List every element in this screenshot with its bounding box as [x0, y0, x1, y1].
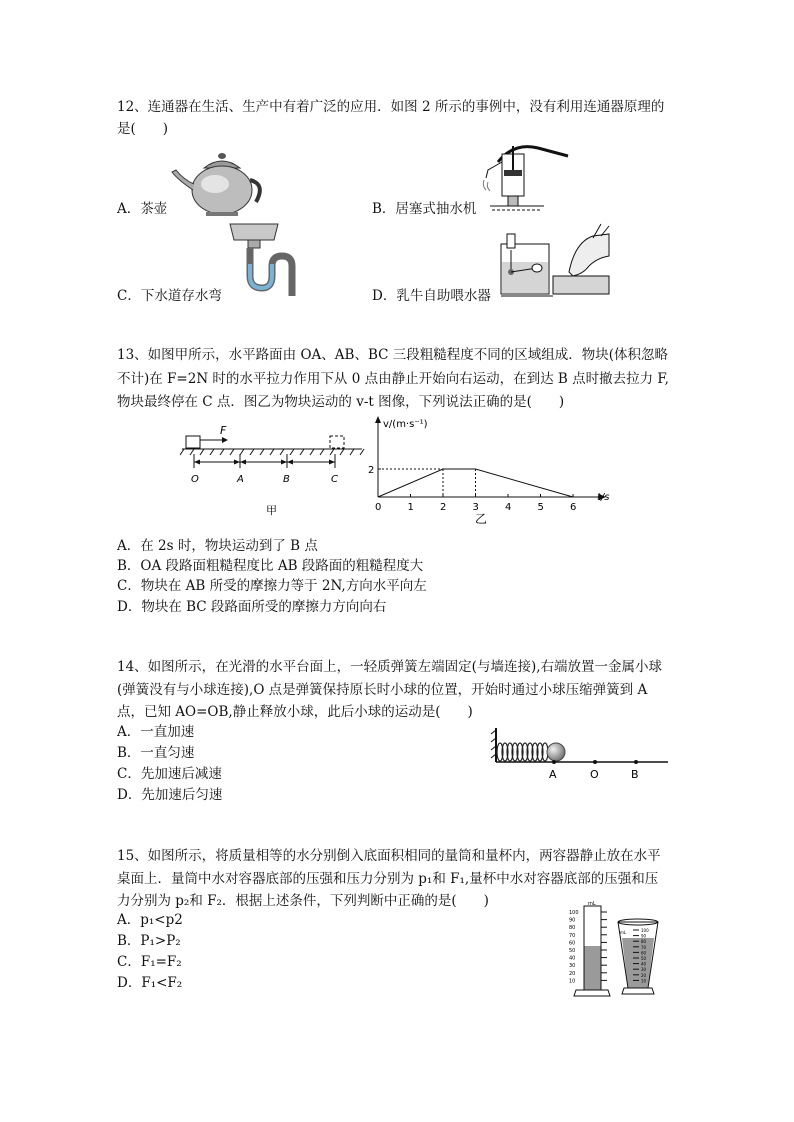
q12-option-a-letter: A． [117, 201, 141, 217]
q15-option-a-text: p₁<p2 [140, 912, 183, 928]
cylinder-tick-label-60: 60 [569, 940, 576, 947]
q15-option-c-text: F₁=F₂ [140, 954, 182, 970]
q12-option-d-text: 乳牛自助喂水器 [396, 288, 491, 304]
q12-stem-line-2: 是( ) [117, 121, 169, 137]
q12-option-c-letter: C． [117, 288, 141, 304]
x-tick-label-6: 6 [570, 502, 577, 513]
x-tick-label-1: 1 [407, 502, 414, 513]
q14-option-a-letter: A． [117, 724, 141, 740]
spring [497, 743, 548, 761]
q14-stem-line-3: 点，已知 AO=OB,静止释放小球，此后小球的运动是( ) [117, 704, 473, 720]
q15-option-b-text: P₁>P₂ [140, 933, 181, 949]
q12-option-a [117, 199, 167, 219]
cup-tick-label-40: 40 [641, 961, 647, 967]
q15-option-d-text: F₁<F₂ [141, 975, 183, 991]
q14-option-b-letter: B． [117, 745, 141, 761]
q14-option-c-letter: C． [117, 766, 141, 782]
point-a: A [237, 474, 244, 485]
q14-option-a-text: 一直加速 [140, 724, 195, 740]
cup-tick-label-10: 10 [641, 978, 647, 984]
q14-option-b [117, 743, 194, 763]
q12-option-d [372, 286, 491, 306]
cylinder-tick-label-100: 100 [569, 910, 579, 916]
q13-stem-line-1: 13、如图甲所示，水平路面由 OA、AB、BC 三段粗糙程度不同的区域组成．物块(体积忽略 [117, 347, 669, 363]
q15-option-d [117, 973, 182, 993]
road-figure [178, 420, 368, 520]
q15-option-c-letter: C． [117, 954, 141, 970]
q13-option-c-text: 物块在 AB 所受的摩擦力等于 2N,方向水平向左 [140, 578, 427, 594]
cup-tick-label-60: 60 [641, 950, 647, 956]
x-tick-label-4: 4 [505, 502, 512, 513]
x-axis-label: t/s [597, 492, 610, 503]
spring-figure [490, 720, 670, 782]
teapot-figure [170, 150, 270, 220]
x-tick-label-3: 3 [472, 502, 479, 513]
cup-unit: mL [620, 930, 627, 935]
y-axis-arrow [375, 416, 381, 423]
q13-stem-line-3: 物块最终停在 C 点．图乙为物块运动的 v-t 图像，下列说法正确的是( ) [117, 394, 565, 410]
point-b: B [283, 474, 290, 485]
q15-option-c [117, 952, 182, 972]
y-axis-label: v/(m·s⁻¹) [383, 419, 428, 430]
q15-option-d-letter: D． [117, 975, 142, 991]
x-tick-label-0: 0 [375, 502, 382, 513]
q12-stem-line-1: 12、连通器在生活、生产中有着广泛的应用．如图 2 所示的事例中，没有利用连通器原理的 [117, 99, 665, 115]
q12-option-a-text: 茶壶 [140, 201, 168, 217]
pump-figure [478, 140, 573, 215]
chart-caption: 乙 [475, 512, 488, 526]
q15-option-b [117, 931, 181, 951]
q13-option-c [117, 576, 427, 596]
force-label: F [220, 424, 227, 437]
spring-point-b: B [631, 768, 639, 781]
q13-option-a-text: 在 2s 时，物块运动到了 B 点 [140, 538, 318, 554]
cylinder-tick-label-10: 10 [569, 978, 576, 985]
cylinder-tick-label-90: 90 [569, 917, 576, 924]
cup-tick-label-90: 90 [641, 933, 647, 939]
q14-stem-line-2: (弹簧没有与小球连接),O 点是弹簧保持原长时小球的位置，开始时通过小球压缩弹簧到 A [117, 682, 648, 698]
q13-option-d-text: 物块在 BC 段路面所受的摩擦力方向向右 [141, 599, 387, 615]
q14-option-d-letter: D． [117, 787, 142, 803]
q14-option-d [117, 785, 222, 805]
q13-stem-line-2: 不计)在 F=2N 时的水平拉力作用下从 0 点由静止开始向右运动，在到达 B 点时撤去拉力 F, [117, 371, 669, 387]
q13-option-a [117, 536, 318, 556]
q12-option-b-text: 居塞式抽水机 [395, 201, 477, 217]
q13-option-b-letter: B． [117, 558, 141, 574]
q14-option-b-text: 一直匀速 [140, 745, 195, 761]
cylinder-tick-label-50: 50 [569, 948, 576, 954]
metal-ball [547, 743, 565, 761]
cylinder-unit: mL [588, 901, 596, 907]
q15-stem-line-3: 力分别为 p₂和 F₂．根据上述条件，下列判断中正确的是( ) [117, 893, 489, 909]
q14-option-d-text: 先加速后匀速 [141, 787, 223, 803]
q15-option-a-letter: A． [117, 912, 141, 928]
q14-option-c-text: 先加速后减速 [140, 766, 222, 782]
q14-option-c [117, 764, 222, 784]
point-c: C [331, 474, 338, 485]
cylinder-tick-label-70: 70 [569, 932, 576, 939]
q15-option-b-letter: B． [117, 933, 141, 949]
q13-option-b [117, 556, 423, 576]
cylinder-tick-label-40: 40 [569, 955, 576, 962]
point-o: O [191, 474, 199, 485]
cow-feeder-figure [493, 222, 613, 300]
q13-option-a-letter: A． [117, 538, 141, 554]
q12-option-b-letter: B． [372, 201, 396, 217]
cylinder-tick-label-30: 30 [569, 963, 576, 970]
y-tick-label-2: 2 [368, 465, 375, 476]
cup-tick-label-70: 70 [641, 944, 647, 950]
q13-option-d [117, 597, 386, 617]
vessels-figure [560, 900, 660, 1000]
cup-tick-label-20: 20 [641, 972, 647, 978]
q13-option-c-letter: C． [117, 578, 141, 594]
q13-option-d-letter: D． [117, 599, 142, 615]
q14-option-a [117, 722, 194, 742]
q14-stem-line-1: 14、如图所示，在光滑的水平台面上，一轻质弹簧左端固定(与墙连接),右端放置一金属小球 [117, 659, 663, 675]
q12-option-c-text: 下水道存水弯 [140, 288, 222, 304]
cup-tick-label-50: 50 [641, 956, 647, 961]
spring-point-a: A [549, 768, 557, 781]
drain-trap-figure [228, 220, 303, 298]
vt-chart [365, 413, 625, 528]
cup-tick-label-30: 30 [641, 967, 647, 973]
cup-tick-label-100: 100 [641, 928, 649, 933]
figure-caption-jia: 甲 [266, 504, 277, 517]
q15-option-a [117, 910, 183, 930]
q12-option-d-letter: D． [372, 288, 397, 304]
cylinder-tick-label-80: 80 [569, 925, 576, 932]
block [186, 436, 200, 448]
q15-stem-line-2: 桌面上．量筒中水对容器底部的压强和压力分别为 p₁和 F₁,量杯中水对容器底部的压强和压 [117, 871, 659, 887]
cup-tick-label-80: 80 [641, 939, 647, 945]
q15-stem-line-1: 15、如图所示，将质量相等的水分别倒入底面积相同的量筒和量杯内，两容器静止放在水平 [117, 848, 661, 864]
q12-option-c [117, 286, 222, 306]
x-tick-label-2: 2 [440, 502, 447, 513]
cylinder-tick-label-20: 20 [569, 970, 576, 977]
q12-option-b [372, 199, 476, 219]
spring-point-o: O [590, 768, 599, 781]
q13-option-b-text: OA 段路面粗糙程度比 AB 段路面的粗糙程度大 [140, 558, 424, 574]
x-tick-label-5: 5 [537, 502, 544, 513]
cylinder-water [584, 946, 601, 990]
